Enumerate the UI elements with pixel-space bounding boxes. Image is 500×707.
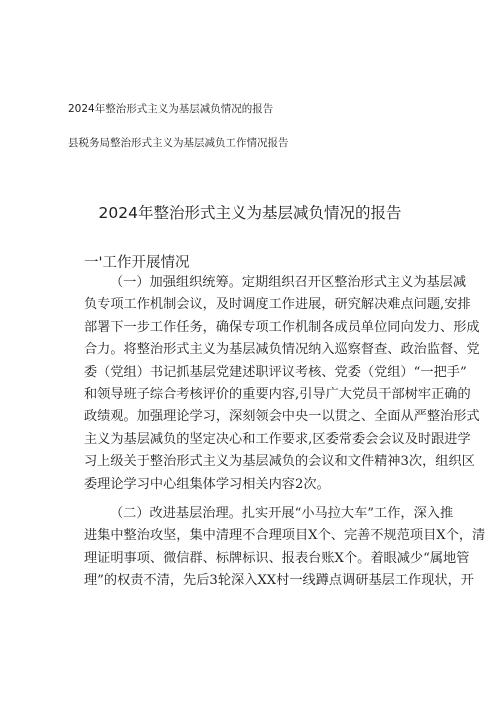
paragraph-line: 委理论学习中心组集体学习相关内容2次。: [84, 476, 330, 492]
paragraph-line: （二）改进基层治理。扎实开展“小马拉大车”工作，深入推: [110, 506, 454, 521]
paragraph-line: 负专项工作机制会议，及时调度工作进展，研究解决难点问题,安排: [84, 297, 471, 313]
document-title: 2024年整治形式主义为基层减负情况的报告: [98, 204, 402, 222]
section-heading: 一'工作开展情况: [84, 255, 190, 271]
paragraph-line: 合力。将整治形式主义为基层减负情况纳入巡察督查、政治监督、党: [84, 342, 480, 358]
paragraph-line: 和领导班子综合考核评价的重要内容,引导广大党员干部树牢正确的: [84, 387, 471, 403]
paragraph-line: 委（党组）书记抓基层党建述职评议考核、党委（党组）“一把手”: [84, 364, 467, 380]
paragraph-line: 政绩观。加强理论学习，深刻领会中央一以贯之、全面从严整治形式: [84, 409, 480, 425]
paragraph-line: 部署下一步工作任务，确保专项工作机制各成员单位同向发力、形成: [84, 319, 480, 335]
paragraph-line: （一）加强组织统筹。定期组织召开区整治形式主义为基层减: [110, 275, 467, 290]
header-line-1: 2024年整治形式主义为基层减负情况的报告: [68, 103, 274, 115]
header-line-2: 县税务局整治形式主义为基层减负工作情况报告: [68, 137, 289, 149]
paragraph-line: 理”的权责不清，先后3轮深入XX村一线蹲点调研基层工作现状，开: [84, 573, 474, 589]
paragraph-organization: [84, 272, 480, 496]
paragraph-line: 习上级关于整治形式主义为基层减负的会议和文件精神3次，组织区: [84, 454, 475, 470]
paragraph-line: 进集中整治攻坚，集中清理不合理项目X个、完善不规范项目X个，清: [84, 528, 486, 544]
paragraph-governance: [84, 503, 486, 593]
paragraph-line: 主义为基层减负的坚定决心和工作要求,区委常委会会议及时跟进学: [84, 431, 471, 447]
paragraph-line: 理证明事项、微信群、标牌标识、报表台账X个。着眼减少“属地管: [84, 550, 470, 566]
